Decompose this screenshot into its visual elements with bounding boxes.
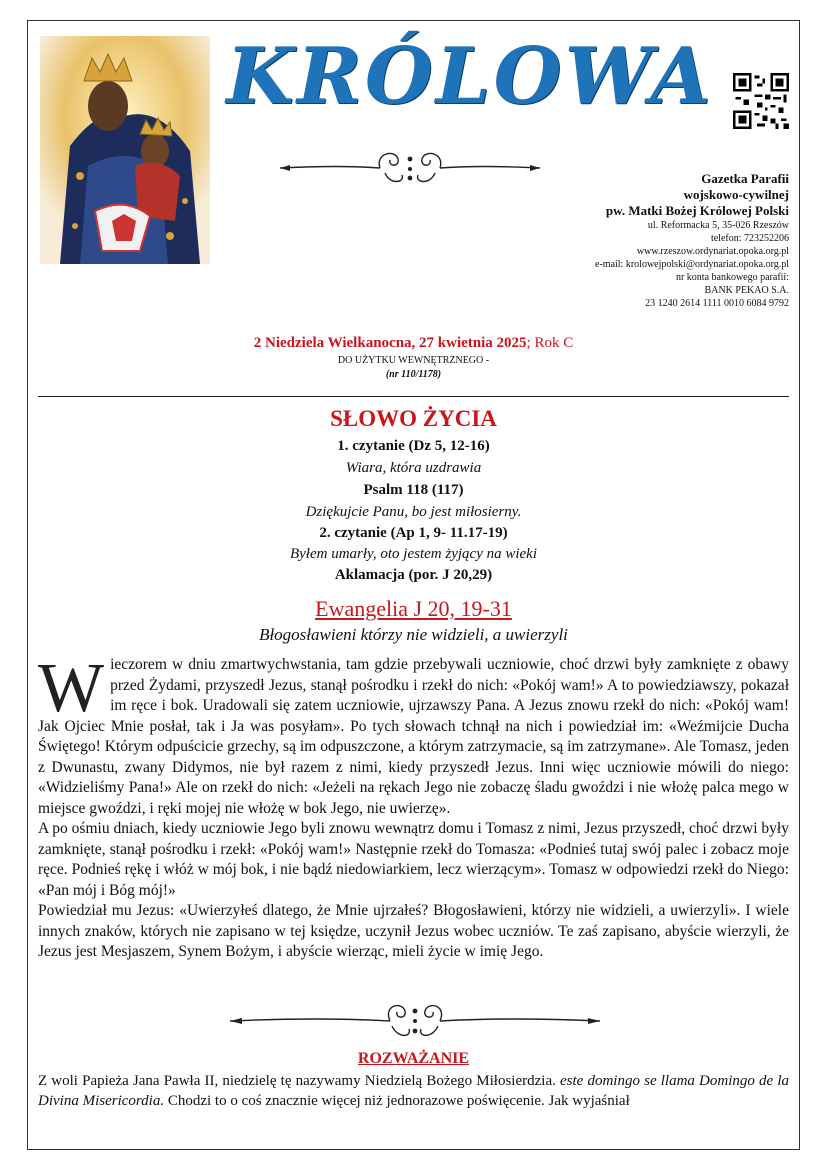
bank-account: 23 1240 2614 1111 0010 6084 9792: [645, 298, 789, 309]
issue-date: 2 Niedziela Wielkanocna, 27 kwietnia 2025: [253, 335, 527, 351]
drop-cap: W: [38, 650, 105, 727]
flourish-divider-icon: [230, 998, 600, 1044]
reflection-text-b: Chodzi to o coś znacznie więcej niż jednorazowe poświęcenie. Jak wyjaśniał: [164, 1093, 630, 1109]
qr-code-icon[interactable]: [733, 73, 789, 129]
reading-1-ref: 1. czytanie (Dz 5, 12-16): [337, 438, 490, 454]
gospel-paragraph-1-text: ieczorem w dniu zmartwychwstania, tam gdzie przebywali uczniowie, choć drzwi były zamknięte z obawy przed Żydami, przyszedł Jezus, stanął pośrodku i rzekł do nich: «Pokój wam!» A to powiedziawszy, pokazał im ręce i bok. Uradowali się zatem uczniowie, ujrzawszy Pana. A Jezus znowu rzekł do nich: «Pokój wam! Jak Ojciec Mnie posłał, tak i Ja was posyłam». Po tych słowach tchnął na nich i powiedział im: «Weźmijcie Ducha Świętego! Którym odpuścicie grzechy, są im odpuszczone, a którym zatrzymacie, są im zatrzymane». Ale Tomasz, jeden z Dwunastu, zwany Didymos, nie był razem z nimi, kiedy przyszedł Jezus. Inni więc uczniowie mówili do niego: «Widzieliśmy Pana!» Ale on rzekł do nich: «Jeżeli na rękach Jego nie zobaczę śladu gwoździ i nie włożę palca mego w miejsce gwoździ, i ręki mojej nie włożę w bok Jego, nie uwierzę».: [38, 656, 789, 817]
acclamation-ref: Aklamacja (por. J 20,29): [334, 567, 493, 583]
gospel-title: Ewangelia J 20, 19-31: [315, 596, 512, 621]
internal-use-note: DO UŻYTKU WEWNĘTRZNEGO -: [337, 355, 490, 366]
reflection-text: [38, 1071, 789, 1111]
reading-2-title: Byłem umarły, oto jestem żyjący na wieki: [289, 546, 538, 562]
gospel-text: [38, 650, 789, 963]
parish-line-2: wojskowo-cywilnej: [683, 187, 789, 202]
gospel-paragraph-2: A po ośmiu dniach, kiedy uczniowie Jego byli znowu wewnątrz domu i Tomasz z nimi, Jezus przyszedł, choć drzwi były zamknięte, stanął pośrodku i rzekł: «Pokój wam!» Następnie rzekł do Tomasza: «Podnieś tutaj swój palec i zobacz moje ręce. Podnieś rękę i włóż w mój bok, i nie bądź niedowiarkiem, lecz wierzącym». Tomasz w odpowiedzi rzekł do Niego: «Pan mój i Bóg mój!»: [38, 820, 789, 899]
reflection-text-a: Z woli Papieża Jana Pawła II, niedzielę tę nazywamy Niedzielą Bożego Miłosierdzia.: [38, 1073, 560, 1089]
parish-phone: telefon: 723252206: [710, 233, 789, 244]
parish-info: [469, 171, 789, 310]
reading-2-ref: 2. czytanie (Ap 1, 9- 11.17-19): [319, 525, 508, 541]
gospel-paragraph: [38, 650, 789, 819]
issue-year-cycle: ; Rok C: [526, 335, 574, 351]
issue-number: (nr 110/1178): [385, 369, 442, 380]
psalm-refrain: Dziękujcie Panu, bo jest miłosierny.: [305, 504, 522, 520]
divider-line: [38, 396, 789, 397]
bank-label: nr konta bankowego parafii:: [675, 272, 789, 283]
reading-1-title: Wiara, która uzdrawia: [345, 460, 482, 476]
psalm-ref: Psalm 118 (117): [363, 482, 464, 498]
parish-email-link[interactable]: e-mail: krolowejpolski@ordynariat.opoka.org.pl: [595, 259, 789, 270]
bank-name: BANK PEKAO S.A.: [704, 285, 789, 296]
issue-date-line: [0, 335, 827, 352]
parish-website-link[interactable]: www.rzeszow.ordynariat.opoka.org.pl: [636, 246, 789, 257]
parish-line-1: Gazetka Parafii: [701, 171, 789, 186]
parish-address: ul. Reformacka 5, 35-026 Rzeszów: [647, 220, 789, 231]
parish-name: pw. Matki Bożej Królowej Polski: [605, 203, 789, 218]
gospel-paragraph-3: Powiedział mu Jezus: «Uwierzyłeś dlatego, że Mnie ujrzałeś? Błogosławieni, którzy nie widzieli, a uwierzyli». I wiele innych znaków, których nie zapisano w tej księdze, uczynił Jezus wobec uczniów. Te zaś zapisano, abyście wierzyli, że Jezus jest Mesjaszem, Synem Bożym, i abyście wierząc, mieli życie w imię Jego.: [38, 902, 789, 960]
reflection-text-italic: este domingo se llama Domingo de la Divina Misericordia.: [38, 1073, 789, 1109]
gospel-subtitle: Błogosławieni którzy nie widzieli, a uwierzyli: [259, 625, 568, 644]
madonna-icon: [40, 36, 210, 264]
masthead-title: KRÓLOWA: [226, 31, 714, 122]
word-of-life-heading: SŁOWO ŻYCIA: [330, 406, 497, 431]
reflection-heading: ROZWAŻANIE: [357, 1050, 470, 1067]
